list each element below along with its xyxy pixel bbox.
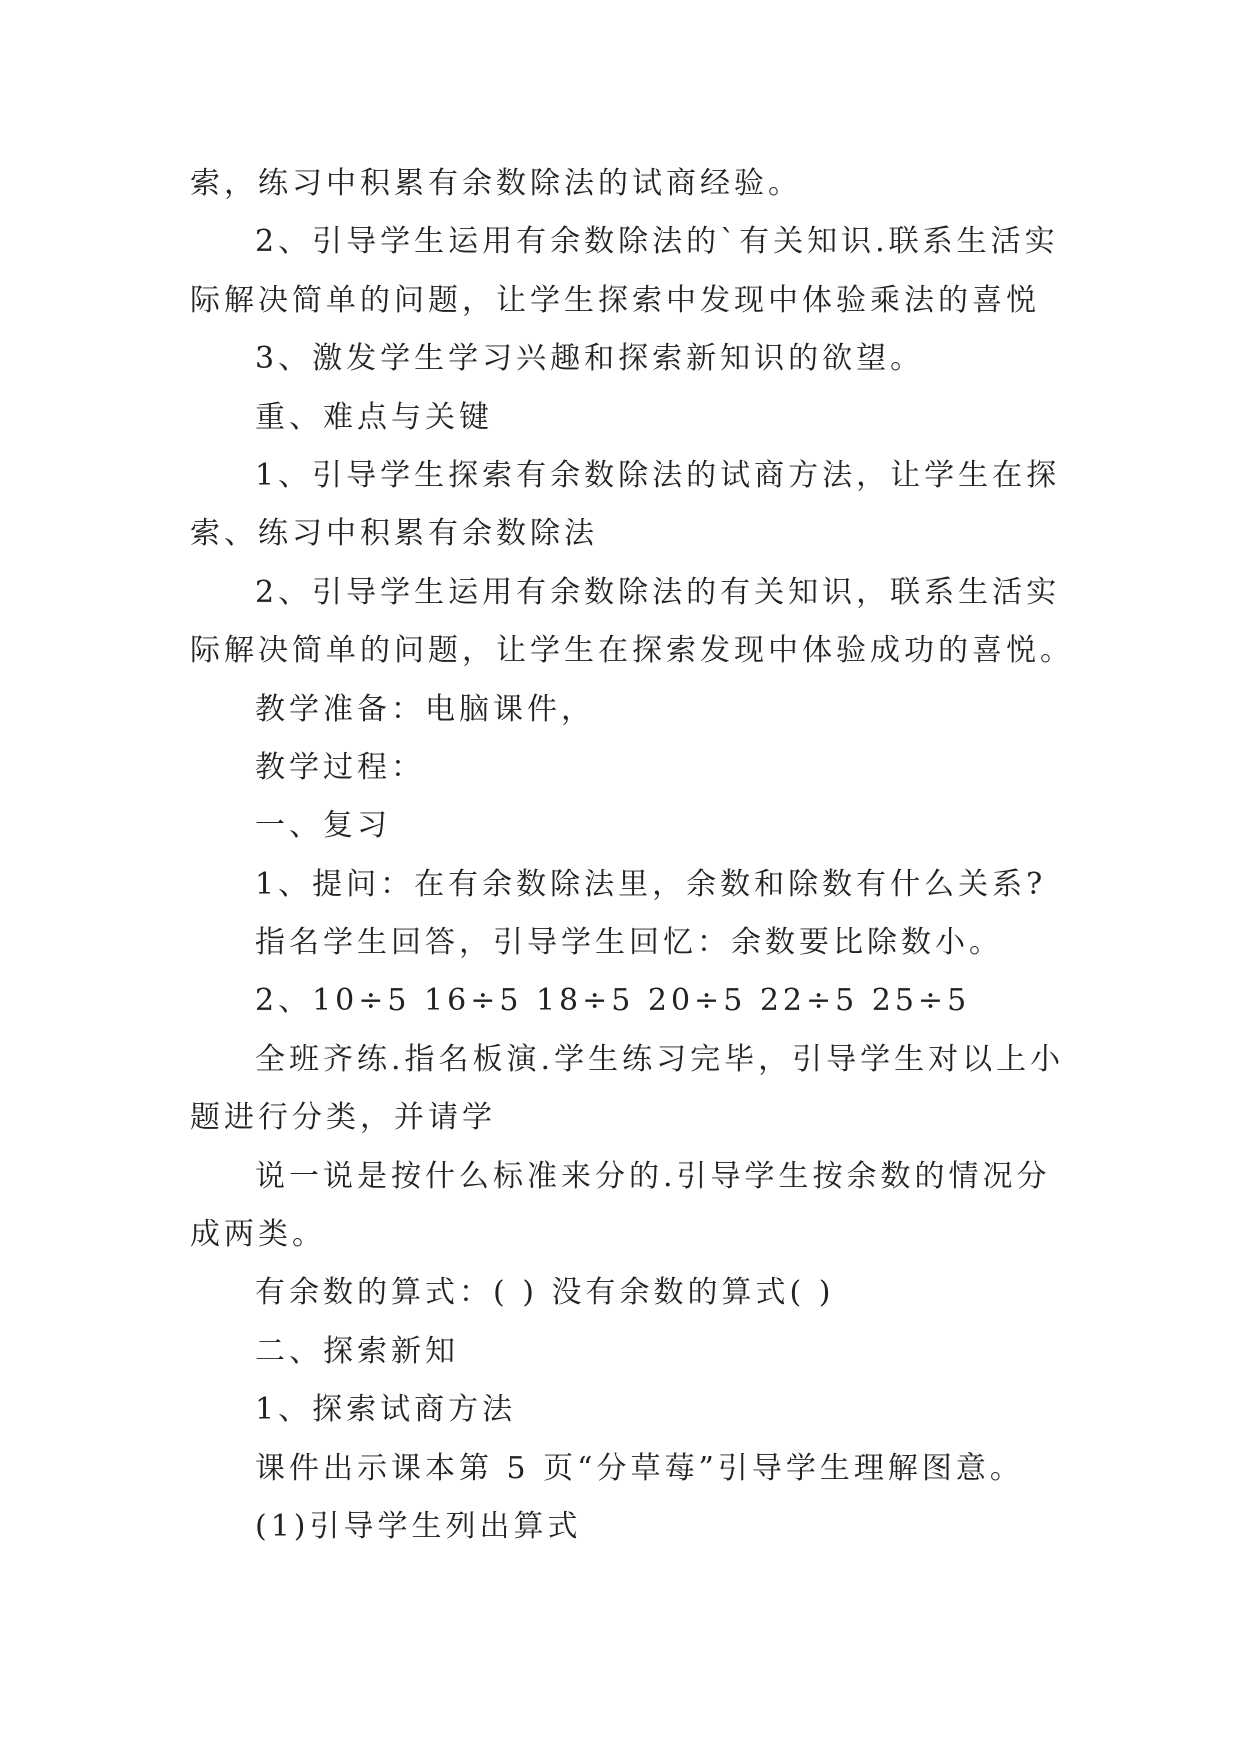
text-line: 指名学生回答，引导学生回忆：余数要比除数小。 <box>255 925 1003 961</box>
text-line: 课件出示课本第 5 页“分草莓”引导学生理解图意。 <box>255 1450 1024 1486</box>
text-line: 索、练习中积累有余数除法 <box>190 516 598 552</box>
text-line: 索，练习中积累有余数除法的试商经验。 <box>190 166 802 201</box>
text-line: 1、引导学生探索有余数除法的试商方法，让学生在探 <box>255 457 1061 493</box>
text-line: 3、激发学生学习兴趣和探索新知识的欲望。 <box>255 341 925 377</box>
section-heading: 教学过程： <box>255 749 425 785</box>
text-line: 2、引导学生运用有余数除法的`有关知识.联系生活实 <box>255 224 1059 260</box>
text-line: 1、探索试商方法 <box>255 1392 517 1428</box>
section-heading: 二、探索新知 <box>255 1333 459 1369</box>
document-body <box>190 155 1090 1556</box>
section-heading: 重、难点与关键 <box>255 399 493 435</box>
text-line: 1、提问：在有余数除法里，余数和除数有什么关系? <box>255 866 1047 902</box>
text-line: 教学准备：电脑课件， <box>255 691 595 727</box>
text-line: 全班齐练.指名板演.学生练习完毕，引导学生对以上小 <box>255 1041 1065 1077</box>
text-line: 说一说是按什么标准来分的.引导学生按余数的情况分 <box>255 1158 1051 1194</box>
text-line: 际解决简单的问题，让学生探索中发现中体验乘法的喜悦 <box>190 282 1040 318</box>
text-line: (1)引导学生列出算式 <box>255 1508 582 1544</box>
text-line: 有余数的算式：( ) 没有余数的算式( ) <box>255 1275 835 1311</box>
text-line: 2、引导学生运用有余数除法的有关知识，联系生活实 <box>255 574 1061 610</box>
text-line: 成两类。 <box>190 1217 326 1253</box>
text-line: 题进行分类，并请学 <box>190 1100 496 1136</box>
text-line: 2、10÷5 16÷5 18÷5 20÷5 22÷5 25÷5 <box>255 983 971 1019</box>
text-line: 际解决简单的问题，让学生在探索发现中体验成功的喜悦。 <box>190 633 1074 669</box>
section-heading: 一、复习 <box>255 808 391 844</box>
